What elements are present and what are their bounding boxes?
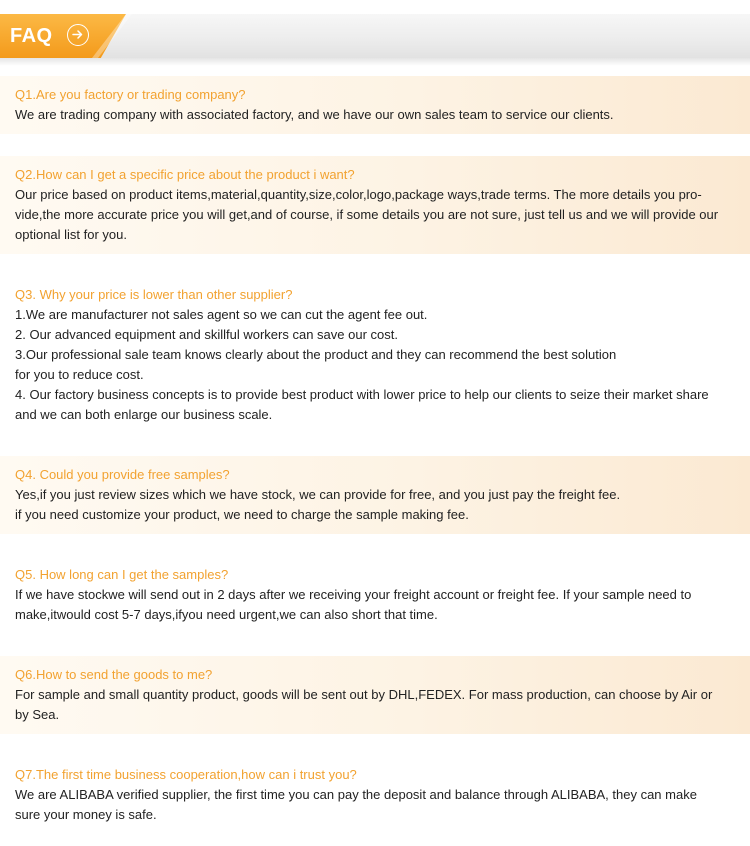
faq-item-q2 [0, 156, 750, 254]
faq-question: Q4. Could you provide free samples? [15, 467, 230, 482]
faq-item-q5 [0, 556, 750, 634]
faq-answer-line: We are trading company with associated factory, and we have our own sales team to service our clients. [15, 107, 614, 122]
faq-item-q6 [0, 656, 750, 734]
faq-answer-line: Yes,if you just review sizes which we have stock, we can provide for free, and you just pay the freight fee. [15, 487, 621, 502]
faq-answer-line: 4. Our factory business concepts is to provide best product with lower price to help our clients to seize their market share [15, 387, 709, 402]
faq-answer-line: sure your money is safe. [15, 807, 157, 822]
faq-item-q1 [0, 76, 750, 134]
faq-answer-line: If we have stockwe will send out in 2 days after we receiving your freight account or freight fee. If your sample need to [15, 587, 692, 602]
faq-question: Q1.Are you factory or trading company? [15, 87, 246, 102]
faq-answer-line: Our price based on product items,material,quantity,size,color,logo,package ways,trade terms. The more details you pro- [15, 187, 702, 202]
faq-answer-line: We are ALIBABA verified supplier, the first time you can pay the deposit and balance through ALIBABA, they can make [15, 787, 697, 802]
header-shadow [0, 58, 750, 66]
faq-question: Q2.How can I get a specific price about the product i want? [15, 167, 355, 182]
faq-answer-line: by Sea. [15, 707, 60, 722]
faq-question: Q7.The first time business cooperation,how can i trust you? [15, 767, 357, 782]
faq-answer-line: vide,the more accurate price you will get,and of course, if some details you are not sure, just tell us and we will provide our [15, 207, 719, 222]
faq-answer-line: for you to reduce cost. [15, 367, 144, 382]
faq-answer-line: make,itwould cost 5-7 days,ifyou need urgent,we can also short that time. [15, 607, 438, 622]
faq-answer-line: 2. Our advanced equipment and skillful workers can save our cost. [15, 327, 398, 342]
faq-item-q3 [0, 276, 750, 434]
faq-question: Q3. Why your price is lower than other supplier? [15, 287, 293, 302]
faq-item-q4 [0, 456, 750, 534]
faq-question: Q6.How to send the goods to me? [15, 667, 213, 682]
faq-answer-line: and we can both enlarge our business scale. [15, 407, 273, 422]
faq-title: FAQ [10, 25, 53, 47]
faq-item-q7 [0, 756, 750, 834]
faq-answer-line: if you need customize your product, we need to charge the sample making fee. [15, 507, 469, 522]
faq-question: Q5. How long can I get the samples? [15, 567, 229, 582]
faq-answer-line: For sample and small quantity product, goods will be sent out by DHL,FEDEX. For mass production, can choose by Air or [15, 687, 713, 702]
faq-answer-line: 3.Our professional sale team knows clearly about the product and they can recommend the best solution [15, 347, 617, 362]
arrow-right-circle-icon [67, 24, 89, 46]
faq-answer-line: 1.We are manufacturer not sales agent so we can cut the agent fee out. [15, 307, 428, 322]
faq-answer-line: optional list for you. [15, 227, 128, 242]
